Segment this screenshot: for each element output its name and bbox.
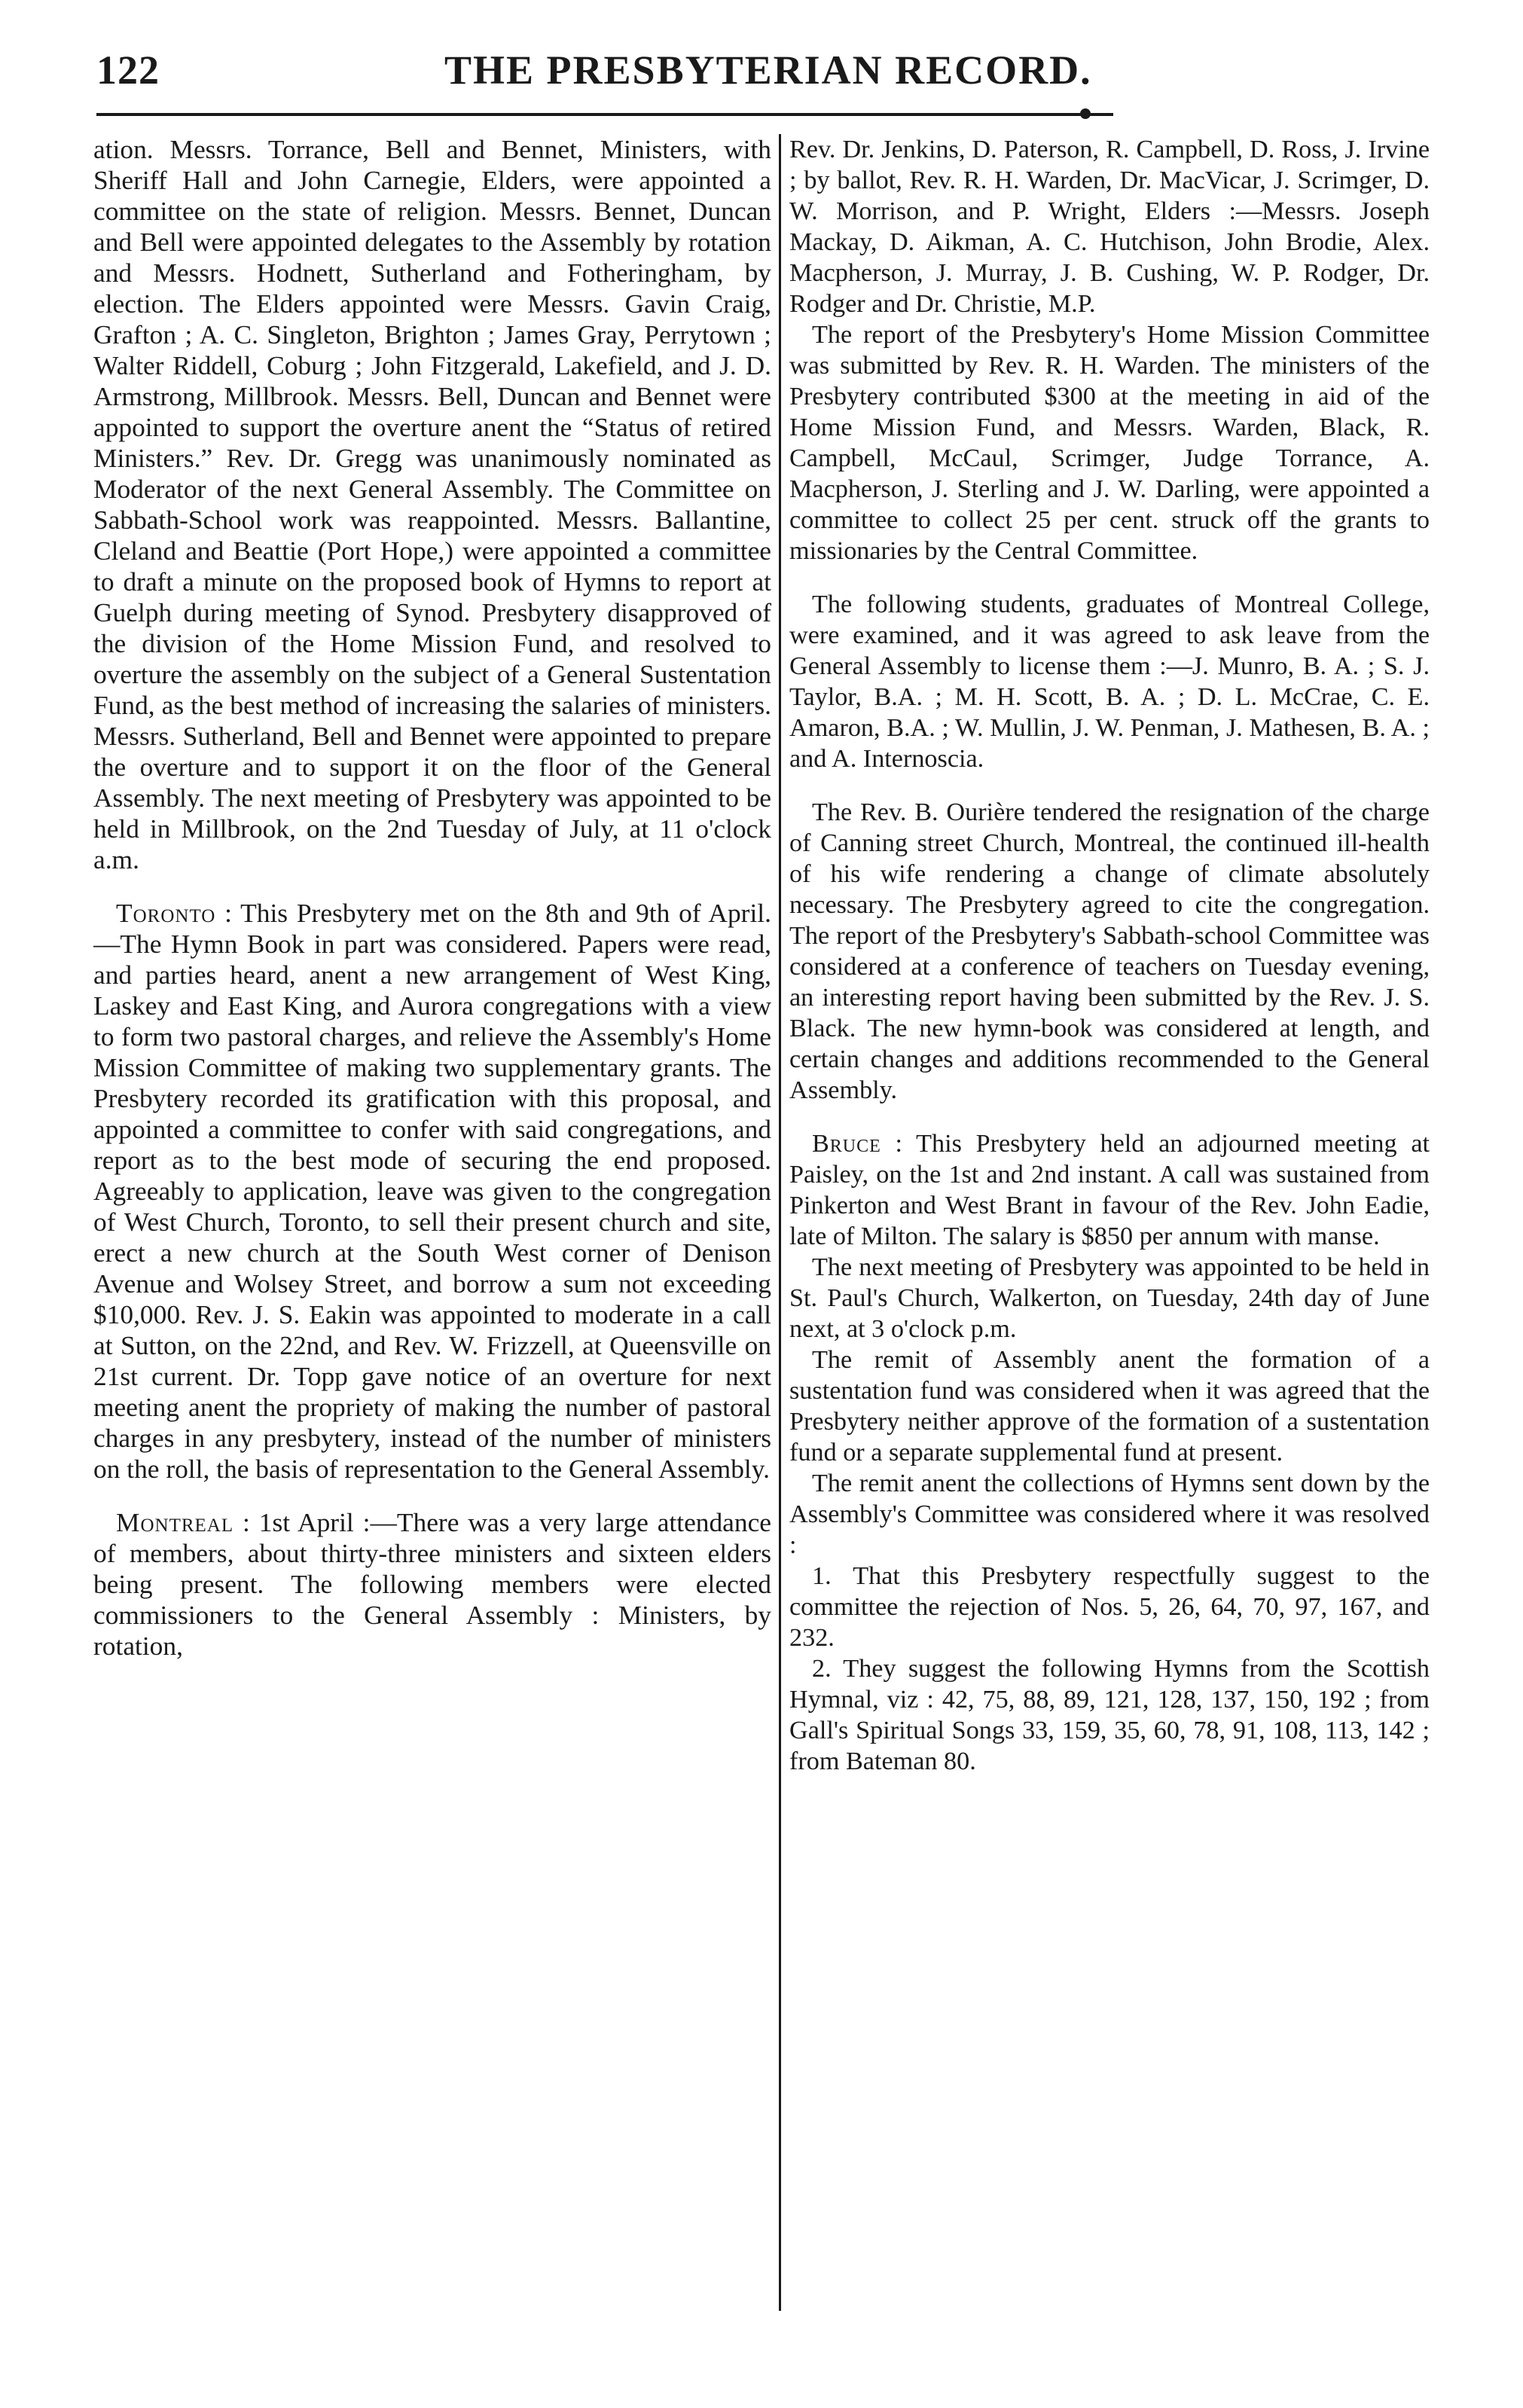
presbytery-label-toronto: Toronto <box>116 898 216 928</box>
paragraph-commissioners: Rev. Dr. Jenkins, D. Paterson, R. Campbell, D. Ross, J. Irvine ; by ballot, Rev. R. H. Warden, Dr. MacVicar, J. Scrimger, D. W. Morrison, and P. Wright, Elders :—Messrs. Joseph Mackay, D. Aikman, A. C. Hutchison, John Brodie, Alex. Macpherson, J. Murray, J. B. Cushing, W. P. Rodger, Dr. Rodger and Dr. Christie, M.P. <box>789 136 1430 318</box>
journal-title: THE PRESBYTERIAN RECORD. <box>444 47 1092 93</box>
paragraph-resignation: The Rev. B. Ourière tendered the resignation of the charge of Canning street Church, Montreal, the continued ill-health of his wife rendering a change of climate absolutely necessary. The Presbytery agreed to cite the congregation. The report of the Presbytery's Sabbath-school Committee was considered at a conference of teachers on Tuesday evening, an interesting report having been submitted by the Rev. J. S. Black. The new hymn-book was considered at length, and certain changes and additions recommended to the General Assembly. <box>789 798 1430 1104</box>
paragraph-sustentation-remit: The remit of Assembly anent the formation of a sustentation fund was considered when it was agreed that the Presbytery neither approve of the formation of a sustentation fund or a separate supplemental fund at present. <box>789 1346 1430 1466</box>
left-column <box>93 134 771 2318</box>
paragraph-assembly-delegates: ation. Messrs. Torrance, Bell and Bennet, Ministers, with Sheriff Hall and John Carnegie, Elders, were appointed a committee on the state of religion. Messrs. Bennet, Duncan and Bell were appointed delegates to the Assembly by rotation and Messrs. Hodnett, Sutherland and Fotheringham, by election. The Elders appointed were Messrs. Gavin Craig, Grafton ; A. C. Singleton, Brighton ; James Gray, Perrytown ; Walter Riddell, Coburg ; John Fitzgerald, Lakefield, and J. D. Armstrong, Millbrook. Messrs. Bell, Duncan and Bennet were appointed to support the overture anent the “Status of retired Ministers.” Rev. Dr. Gregg was unanimously nominated as Moderator of the next General Assembly. The Committee on Sabbath-School work was reappointed. Messrs. Ballantine, Cleland and Beattie (Port Hope,) were appointed a committee to draft a minute on the proposed book of Hymns to report at Guelph during meeting of Synod. Presbytery disapproved of the division of the Home Mission Fund, and resolved to overture the assembly on the subject of a General Sustentation Fund, as the best method of increasing the salaries of ministers. Messrs. Sutherland, Bell and Bennet were appointed to prepare the overture and to support it on the floor of the General Assembly. The next meeting of Presbytery was appointed to be held in Millbrook, on the 2nd Tuesday of July, at 11 o'clock a.m. <box>93 134 771 874</box>
paragraph-home-mission: The report of the Presbytery's Home Mission Committee was submitted by Rev. R. H. Warden. The ministers of the Presbytery contributed $300 at the meeting in aid of the Home Mission Fund, and Messrs. Warden, Black, R. Campbell, McCaul, Scrimger, Judge Torrance, A. Macpherson, J. Sterling and J. W. Darling, were appointed a committee to collect 25 per cent. struck off the grants to missionaries by the Central Committee. <box>789 321 1430 565</box>
page-header <box>96 47 1106 114</box>
page-number: 122 <box>96 47 160 93</box>
paragraph-bruce <box>789 1128 1430 1252</box>
presbytery-label-montreal: Montreal <box>116 1507 234 1537</box>
presbytery-label-bruce: Bruce <box>812 1130 881 1158</box>
header-ornament-dot <box>1080 108 1091 119</box>
paragraph-resolution-2: 2. They suggest the following Hymns from the Scottish Hymnal, viz : 42, 75, 88, 89, 121, 128, 137, 150, 192 ; from Gall's Spiritual Songs 33, 159, 35, 60, 78, 91, 108, 113, 142 ; from Bateman 80. <box>789 1655 1430 1775</box>
paragraph-next-meeting: The next meeting of Presbytery was appointed to be held in St. Paul's Church, Walkerton, on Tuesday, 24th day of June next, at 3 o'clock p.m. <box>789 1253 1430 1343</box>
paragraph-students: The following students, graduates of Montreal College, were examined, and it was agreed to ask leave from the General Assembly to license them :—J. Munro, B. A. ; S. J. Taylor, B.A. ; M. H. Scott, B. A. ; D. L. McCrae, C. E. Amaron, B.A. ; W. Mullin, J. W. Penman, J. Mathesen, B. A. ; and A. Internoscia. <box>789 591 1430 773</box>
toronto-text: : This Presbytery met on the 8th and 9th of April.—The Hymn Book in part was considered. Papers were read, and parties heard, anent a new arrangement of West King, Laskey and East King, and Aurora congregations with a view to form two pastoral charges, and relieve the Assembly's Home Mission Committee of making two supplementary grants. The Presbytery recorded its gratification with this proposal, and appointed a committee to confer with said congregations, and report as to the best mode of securing the end proposed. Agreeably to application, leave was given to the congregation of West Church, Toronto, to sell their present church and site, erect a new church at the South West corner of Denison Avenue and Wolsey Street, and borrow a sum not exceeding $10,000. Rev. J. S. Eakin was appointed to moderate in a call at Sutton, on the 22nd, and Rev. W. Frizzell, at Queensville on 21st current. Dr. Topp gave notice of an overture for next meeting anent the propriety of making the number of pastoral charges in any presbytery, instead of the number of ministers on the roll, the basis of representation to the General Assembly. <box>93 898 771 1484</box>
bruce-text: : This Presbytery held an adjourned meeting at Paisley, on the 1st and 2nd instant. A call was sustained from Pinkerton and West Brant in favour of the Rev. John Eadie, late of Milton. The salary is $850 per annum with manse. <box>789 1130 1430 1250</box>
header-rule <box>96 113 1113 116</box>
paragraph-toronto <box>93 898 771 1485</box>
paragraph-montreal <box>93 1507 771 1662</box>
paragraph-resolution-1: 1. That this Presbytery respectfully suggest to the committee the rejection of Nos. 5, 26, 64, 70, 97, 167, and 232. <box>789 1562 1430 1652</box>
montreal-text: : 1st April :—There was a very large attendance of members, about thirty-three ministers and sixteen elders being present. The following members were elected commissioners to the General Assembly : Ministers, by rotation, <box>93 1507 771 1661</box>
column-divider <box>779 134 781 2311</box>
paragraph-hymns-remit: The remit anent the collections of Hymns sent down by the Assembly's Committee was considered where it was resolved : <box>789 1470 1430 1559</box>
right-column <box>789 134 1430 2318</box>
